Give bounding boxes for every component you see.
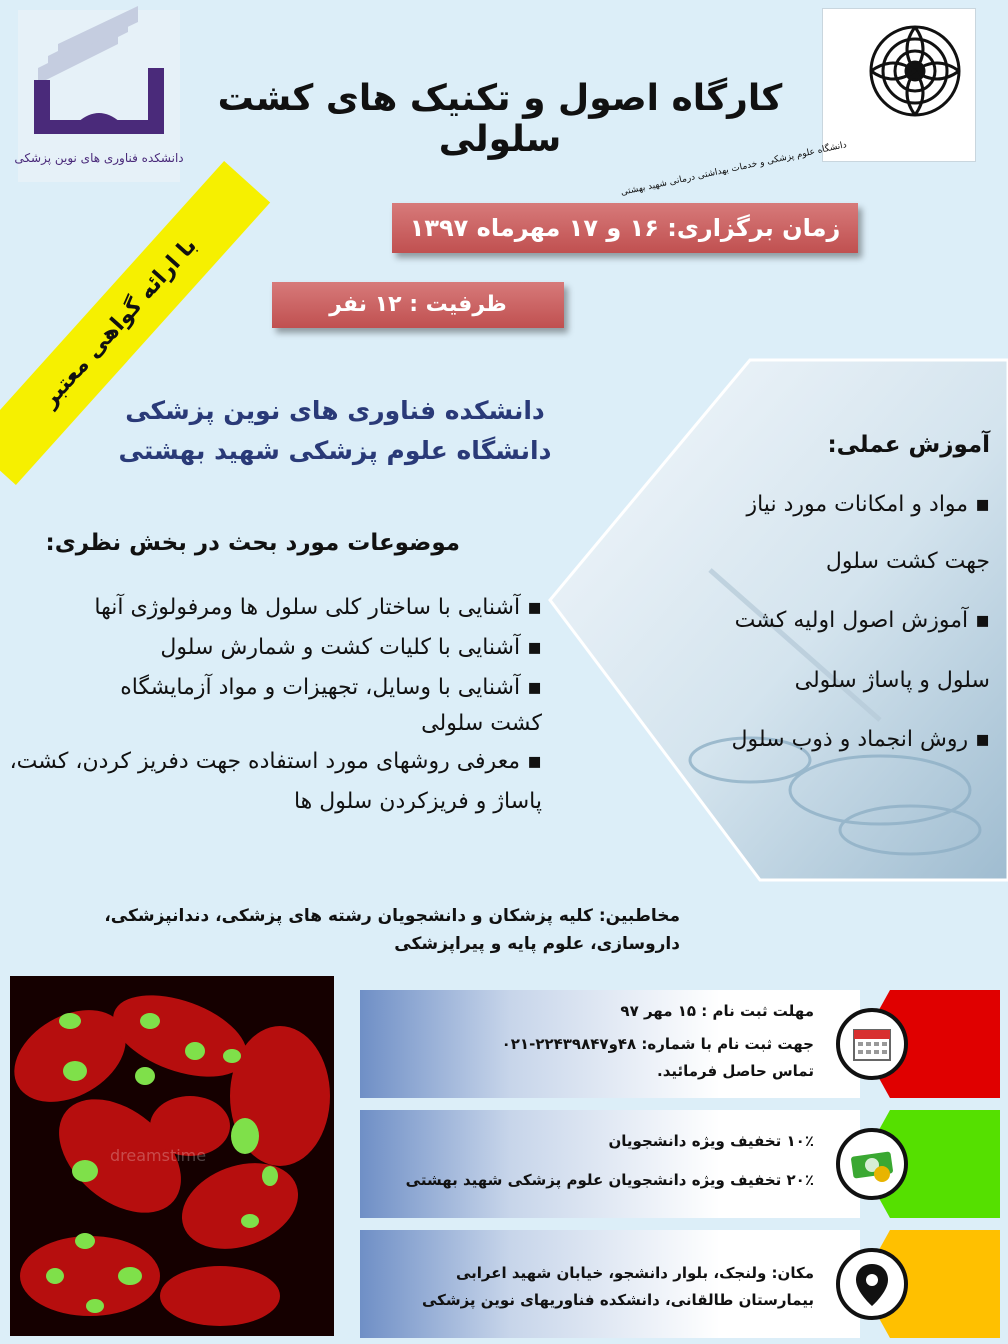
theory-item: پاساژ و فریزکردن سلول ها	[293, 789, 542, 814]
practical-item: جهت کشت سلول	[825, 549, 990, 574]
discount-students: ۱۰٪ تخفیف ویژه دانشجویان	[608, 1132, 814, 1150]
registration-deadline: مهلت ثبت نام : ۱۵ مهر ۹۷	[620, 1002, 814, 1020]
discount-sbmu-students: ۲۰٪ تخفیف ویژه دانشجویان علوم پزشکی شهید بهشتی	[405, 1171, 814, 1189]
practical-item: ▪ روش انجماد و ذوب سلول	[731, 727, 990, 752]
theory-item: کشت سلولی	[421, 711, 542, 736]
location-address: مکان: ولنجک، بلوار دانشجو، خیابان شهید اعرابی	[455, 1264, 814, 1282]
location-building: بیمارستان طالقانی، دانشکده فناوریهای نوین پزشکی	[421, 1291, 814, 1309]
organizer-faculty: دانشکده فناوری های نوین پزشکی	[125, 396, 545, 425]
practical-item: سلول و پاساژ سلولی	[794, 668, 990, 693]
cell-culture-photo	[10, 976, 334, 1336]
capacity-banner: ظرفیت : ۱۲ نفر	[272, 282, 564, 328]
registration-row	[360, 990, 1000, 1098]
registration-contact: تماس حاصل فرمائید.	[657, 1062, 814, 1080]
location-pin-icon	[836, 1248, 908, 1320]
date-banner: زمان برگزاری: ۱۶ و ۱۷ مهرماه ۱۳۹۷	[392, 203, 858, 253]
page-title: کارگاه اصول و تکنیک های کشت سلولی	[217, 78, 783, 160]
certificate-banner: با ارائه گواهی معتبر	[0, 161, 270, 485]
theory-item: ▪ معرفی روشهای مورد استفاده جهت دفریز کردن، کشت،	[9, 749, 542, 774]
theory-item: ▪ آشنایی با ساختار کلی سلول ها ومرفولوژی آنها	[94, 595, 542, 620]
practical-item: ▪ آموزش اصول اولیه کشت	[734, 608, 990, 633]
theory-item: ▪ آشنایی با کلیات کشت و شمارش سلول	[160, 635, 542, 660]
organizer-university: دانشگاه علوم پزشکی شهید بهشتی	[118, 436, 552, 465]
theory-item: ▪ آشنایی با وسایل، تجهیزات و مواد آزمایشگاه	[120, 675, 542, 700]
audience-line: مخاطبین: کلیه پزشکان و دانشجویان رشته های پزشکی، دندانپزشکی،	[104, 906, 680, 926]
practical-item: ▪ مواد و امکانات مورد نیاز	[746, 492, 990, 517]
calendar-icon	[836, 1008, 908, 1080]
audience-text	[60, 902, 680, 958]
photo-watermark: dreamstime	[110, 1146, 207, 1165]
theory-title: موضوعات مورد بحث در بخش نظری:	[45, 530, 460, 556]
faculty-logo	[14, 10, 184, 182]
discount-row	[360, 1110, 1000, 1218]
money-icon	[836, 1128, 908, 1200]
audience-line: داروسازی، علوم پایه و پیراپزشکی	[394, 934, 680, 954]
faculty-logo-caption: دانشکده فناوری های نوین پزشکی	[14, 151, 184, 165]
location-row	[360, 1230, 1000, 1338]
university-logo-caption: دانشگاه علوم پزشکی و خدمات بهداشتی درمانی شهید بهشتی	[619, 140, 848, 198]
registration-phone: جهت ثبت نام با شماره: ۴۸و۲۲۴۳۹۸۴۷-۰۲۱	[501, 1035, 814, 1053]
practical-title: آموزش عملی:	[827, 432, 990, 458]
university-logo	[619, 8, 976, 198]
